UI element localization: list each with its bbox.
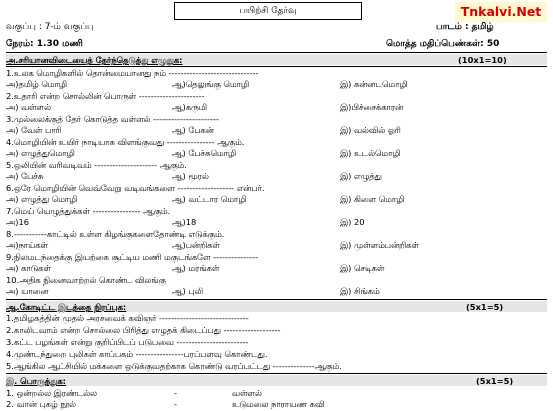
- option-c: இ) கன்னடமொழி: [340, 79, 408, 89]
- question-text: 3.முல்லைக்குத் தேர் கொடுத்த வள்ளல் ----------------------: [6, 114, 219, 124]
- option-b: ஆ) பேச்சுமொழி: [172, 148, 237, 158]
- divider: [6, 373, 547, 374]
- fill-item-text: 3.கட்ட பழங்கள் என்று குறிப்பிடப் படுபவை ------------------------: [6, 337, 249, 347]
- question-text: 1.உலக மொழிகளில் தொன்மையானது நம் ------------------------------: [6, 68, 259, 78]
- fill-item-text: 2.காலிடவாம் என்ற சொல்லை பிரித்து எழுதக் கிடைப்பது -------------------: [6, 325, 281, 335]
- section3-marks: (5x1=5): [476, 376, 514, 386]
- option-a: அ)16: [6, 217, 30, 227]
- section3-title: இ. பொருத்துக:: [6, 376, 66, 386]
- subject-label: பாடம் : தமிழ்: [436, 22, 494, 32]
- match-left: 2. வான் புகழ் நூல்: [6, 399, 76, 409]
- option-c: இ) கிளை மொழி: [340, 194, 405, 204]
- option-b: ஆ) புலி: [172, 286, 203, 296]
- divider: [6, 299, 547, 300]
- option-c: இ)பிச்சைக்காரன்: [340, 102, 404, 112]
- option-a: அ) யானை: [6, 286, 49, 296]
- question-text: 4.மொழியின் உயிர் நாடியாக விளங்குவது ---------------- ஆகும்.: [6, 137, 245, 147]
- match-right: உடுமலை நாராயண கவி: [232, 399, 325, 409]
- marks-label: மொத்த மதிப்பெண்கள்: 50: [386, 39, 500, 49]
- question-text: 6.ஒரே மொழியின் வெவ்வேறு வடிவங்களை ------------------- என்பர்.: [6, 183, 265, 193]
- divider: [6, 52, 547, 53]
- option-b: ஆ) பேகன்: [172, 125, 214, 135]
- option-a: அ)நாய்கள்: [6, 240, 49, 250]
- option-c: இ) முள்ளம்பன்றிகள்: [340, 240, 419, 250]
- section1-title: அ.சரியானவிடையைத் தேர்ந்தெடுத்து எழுதுக:: [6, 55, 183, 65]
- question-text: 10.அதிக நினைவாற்றல் கொண்ட விலங்கு: [6, 275, 166, 285]
- match-left: 1. ஒன்றல்ல இரண்டல்ல: [6, 388, 97, 398]
- option-a: அ) பேச்சு: [6, 171, 44, 181]
- question-text: 8.-----------காட்டில் உள்ள கிழங்குகளைதோண்டி எடுக்கும்.: [6, 229, 225, 239]
- exam-title: பயிற்சி தேர்வு: [174, 2, 362, 20]
- option-a: அ) எழுத்துமொழி: [6, 148, 75, 158]
- match-right: வள்ளல்: [232, 388, 262, 398]
- option-a: அ)தமிழ் மொழி: [6, 79, 67, 89]
- option-b: ஆ)பன்றிகள்: [172, 240, 220, 250]
- option-b: ஆ)18: [172, 217, 197, 227]
- fill-item-text: 4.முண்டந்துறை புலிகள் காப்பகம் ----------------பரப்பளவு கொண்டது.: [6, 349, 268, 359]
- option-b: ஆ) வட்டார மொழி: [172, 194, 247, 204]
- option-b: ஆ)கருமி: [172, 102, 207, 112]
- option-b: ஆ)தெலுங்கு மொழி: [172, 79, 250, 89]
- question-text: 2.உதாரி என்ற சொல்லின் பொருள் ----------------------: [6, 91, 205, 101]
- divider: [6, 66, 547, 67]
- fill-item-text: 5.ஆங்கில ஆட்சியில் மக்களை ஒடுக்குவதற்காக கொண்டு வரப்பட்டது --------------ஆகும்.: [6, 361, 342, 371]
- option-b: ஆ) மூரல்: [172, 171, 209, 181]
- match-dash: -: [174, 399, 177, 409]
- time-label: நேரம்: 1.30 மணி: [6, 39, 83, 49]
- option-a: அ) வேள் பாரி: [6, 125, 62, 135]
- option-a: அ) காடுகள்: [6, 263, 51, 273]
- section3-header-bg: [6, 375, 547, 386]
- fill-item-text: 1.தமிழகத்தின் முதல் அரசவைக் கவிஞர் ------------------------------: [6, 313, 249, 323]
- section2-title: ஆ.கோடிட்ட இடத்தை நிரப்புக:: [6, 302, 127, 312]
- option-b: ஆ) மரங்கள்: [172, 263, 220, 273]
- section2-marks: (5x1=5): [466, 302, 504, 312]
- option-c: இ) 20: [340, 217, 365, 227]
- option-c: இ) உடல்மொழி: [340, 148, 401, 158]
- question-text: 9.நிலமடந்தைக்கு இயற்கை சூட்டிய மணி மகுடங்களே ---------------: [6, 252, 259, 262]
- option-a: அ) எழுத்து மொழி: [6, 194, 78, 204]
- match-dash: -: [174, 388, 177, 398]
- option-a: அ) வள்ளல்: [6, 102, 51, 112]
- option-c: இ) சிங்கம்: [340, 286, 380, 296]
- question-text: 7.மெய் யெழுத்துக்கள் ---------------- ஆகும்.: [6, 206, 171, 216]
- section1-marks: (10x1=10): [458, 55, 507, 65]
- option-c: இ) வல்வில் ஓரி: [340, 125, 401, 135]
- class-label: வகுப்பு : 7-ம் வகுப்பு: [6, 22, 94, 32]
- watermark-logo: Tnkalvi.Net: [455, 2, 547, 22]
- option-c: இ) எழுத்து: [340, 171, 382, 181]
- question-text: 5.ஒலியின் வரிவடிவம் --------------------- ஆகும்.: [6, 160, 187, 170]
- option-c: இ) செடிகள்: [340, 263, 385, 273]
